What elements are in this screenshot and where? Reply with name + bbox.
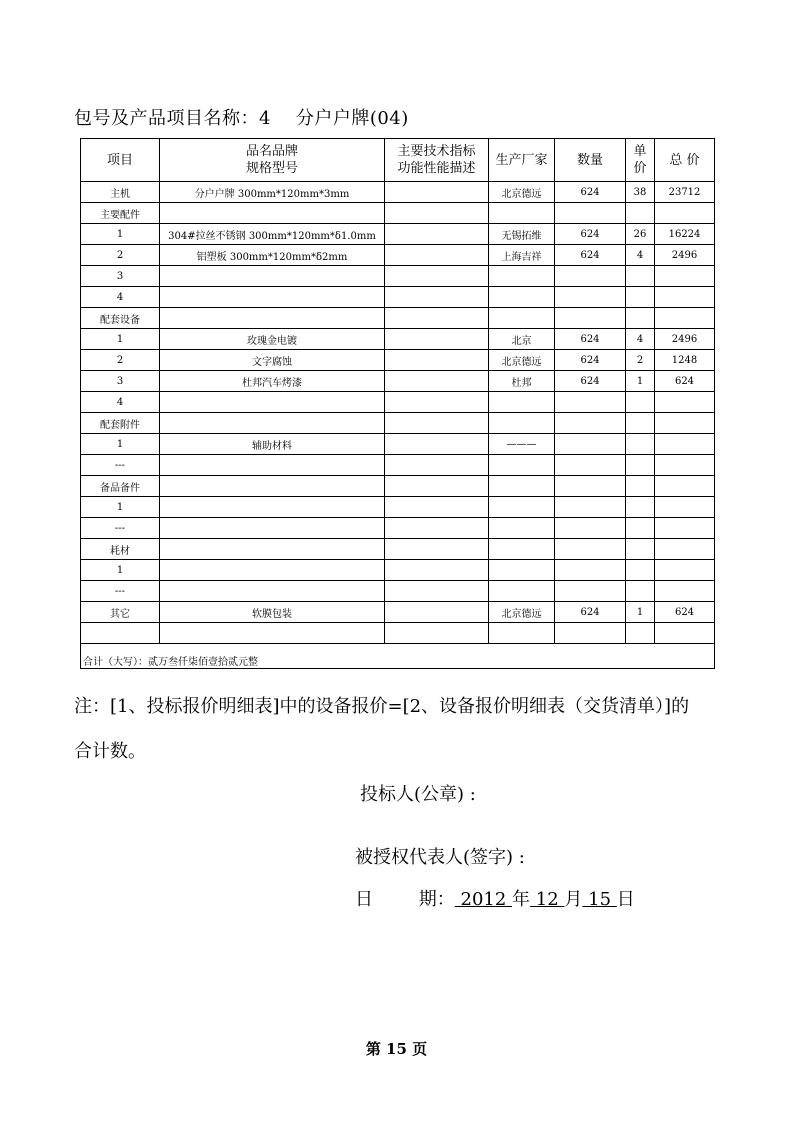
cell-name bbox=[160, 455, 385, 476]
cell-maker: 上海吉祥 bbox=[489, 245, 555, 266]
cell-unit-price bbox=[626, 539, 655, 560]
bidder-seal-label: 投标人(公章) : bbox=[360, 784, 476, 805]
table-row bbox=[81, 455, 715, 476]
cell-name: 铝塑板 300mm*120mm*δ2mm bbox=[160, 245, 385, 266]
cell-qty bbox=[555, 413, 626, 434]
cell-unit-price: 1 bbox=[626, 602, 655, 623]
cell-item: 其它 bbox=[81, 602, 160, 623]
cell-unit-price: 38 bbox=[626, 182, 655, 203]
cell-qty bbox=[555, 623, 626, 644]
cell-qty: 624 bbox=[555, 224, 626, 245]
cell-spec bbox=[385, 497, 489, 518]
cell-spec bbox=[385, 371, 489, 392]
page-heading: 包号及产品项目名称：4 分户户牌(04) bbox=[74, 108, 409, 129]
cell-total-price bbox=[655, 266, 715, 287]
cell-unit-price bbox=[626, 518, 655, 539]
cell-unit-price bbox=[626, 308, 655, 329]
cell-name: 分户户牌 300mm*120mm*3mm bbox=[160, 182, 385, 203]
cell-maker bbox=[489, 518, 555, 539]
cell-unit-price bbox=[626, 287, 655, 308]
cell-name: 杜邦汽车烤漆 bbox=[160, 371, 385, 392]
cell-qty: 624 bbox=[555, 602, 626, 623]
cell-unit-price bbox=[626, 476, 655, 497]
header-brand bbox=[160, 139, 385, 182]
table-row bbox=[81, 581, 715, 602]
cell-qty bbox=[555, 539, 626, 560]
cell-item: 耗材 bbox=[81, 539, 160, 560]
cell-item: 4 bbox=[81, 287, 160, 308]
cell-unit-price bbox=[626, 560, 655, 581]
cell-item: 1 bbox=[81, 329, 160, 350]
cell-name bbox=[160, 581, 385, 602]
cell-item: --- bbox=[81, 581, 160, 602]
cell-name bbox=[160, 287, 385, 308]
cell-qty bbox=[555, 497, 626, 518]
cell-spec bbox=[385, 581, 489, 602]
cell-qty bbox=[555, 455, 626, 476]
cell-maker bbox=[489, 413, 555, 434]
cell-item: 1 bbox=[81, 224, 160, 245]
cell-name: 辅助材料 bbox=[160, 434, 385, 455]
cell-spec bbox=[385, 539, 489, 560]
cell-total-price bbox=[655, 203, 715, 224]
date-year: 2012 bbox=[454, 889, 513, 910]
cell-name bbox=[160, 539, 385, 560]
cell-total-price bbox=[655, 413, 715, 434]
cell-unit-price bbox=[626, 392, 655, 413]
table-row bbox=[81, 413, 715, 434]
cell-qty: 624 bbox=[555, 329, 626, 350]
table-row bbox=[81, 539, 715, 560]
table-row bbox=[81, 308, 715, 329]
cell-qty bbox=[555, 581, 626, 602]
cell-maker: ——— bbox=[489, 434, 555, 455]
cell-qty: 624 bbox=[555, 245, 626, 266]
cell-item: 配套附件 bbox=[81, 413, 160, 434]
cell-spec bbox=[385, 476, 489, 497]
cell-item: 2 bbox=[81, 350, 160, 371]
cell-unit-price: 4 bbox=[626, 245, 655, 266]
cell-maker bbox=[489, 581, 555, 602]
cell-spec bbox=[385, 392, 489, 413]
cell-spec bbox=[385, 413, 489, 434]
cell-spec bbox=[385, 245, 489, 266]
cell-qty bbox=[555, 308, 626, 329]
cell-maker: 北京德远 bbox=[489, 350, 555, 371]
cell-name: 文字腐蚀 bbox=[160, 350, 385, 371]
date-month: 12 bbox=[530, 889, 565, 910]
date-day: 15 bbox=[582, 889, 617, 910]
cell-maker: 无锡拓维 bbox=[489, 224, 555, 245]
table-row bbox=[81, 182, 715, 203]
cell-spec bbox=[385, 287, 489, 308]
cell-item: 主机 bbox=[81, 182, 160, 203]
cell-item: 4 bbox=[81, 392, 160, 413]
cell-qty bbox=[555, 203, 626, 224]
cell-spec bbox=[385, 623, 489, 644]
cell-name: 304#拉丝不锈钢 300mm*120mm*δ1.0mm bbox=[160, 224, 385, 245]
cell-item: 2 bbox=[81, 245, 160, 266]
representative-signature-label: 被授权代表人(签字) : bbox=[355, 847, 525, 868]
cell-total-price bbox=[655, 308, 715, 329]
cell-name bbox=[160, 476, 385, 497]
table-row bbox=[81, 203, 715, 224]
cell-maker: 北京德远 bbox=[489, 602, 555, 623]
cell-qty bbox=[555, 287, 626, 308]
cell-maker: 杜邦 bbox=[489, 371, 555, 392]
cell-unit-price bbox=[626, 455, 655, 476]
cell-name bbox=[160, 392, 385, 413]
cell-total-price bbox=[655, 518, 715, 539]
cell-name bbox=[160, 413, 385, 434]
header-item: 项目 bbox=[81, 139, 160, 182]
note-line2: 合计数。 bbox=[74, 741, 146, 762]
cell-qty bbox=[555, 266, 626, 287]
cell-total-price: 2496 bbox=[655, 329, 715, 350]
cell-qty bbox=[555, 434, 626, 455]
header-total-price: 总 价 bbox=[655, 139, 715, 182]
cell-unit-price bbox=[626, 413, 655, 434]
table-row bbox=[81, 266, 715, 287]
date-year-unit: 年 bbox=[512, 889, 531, 910]
table-row bbox=[81, 224, 715, 245]
cell-total-price: 23712 bbox=[655, 182, 715, 203]
cell-unit-price: 1 bbox=[626, 371, 655, 392]
cell-qty bbox=[555, 476, 626, 497]
cell-spec bbox=[385, 308, 489, 329]
cell-name bbox=[160, 308, 385, 329]
cell-spec bbox=[385, 329, 489, 350]
cell-maker bbox=[489, 392, 555, 413]
cell-spec bbox=[385, 224, 489, 245]
cell-total-price bbox=[655, 434, 715, 455]
cell-unit-price bbox=[626, 434, 655, 455]
cell-maker: 北京德远 bbox=[489, 182, 555, 203]
cell-name: 软膜包装 bbox=[160, 602, 385, 623]
cell-total-price: 16224 bbox=[655, 224, 715, 245]
cell-spec bbox=[385, 350, 489, 371]
cell-qty bbox=[555, 560, 626, 581]
cell-total-price bbox=[655, 287, 715, 308]
cell-name: 玫瑰金电镀 bbox=[160, 329, 385, 350]
cell-maker bbox=[489, 266, 555, 287]
date-label: 日 期： bbox=[355, 889, 455, 910]
cell-spec bbox=[385, 203, 489, 224]
cell-unit-price bbox=[626, 497, 655, 518]
cell-unit-price bbox=[626, 203, 655, 224]
cell-name bbox=[160, 518, 385, 539]
table-row bbox=[81, 287, 715, 308]
cell-total-price bbox=[655, 476, 715, 497]
table-row bbox=[81, 329, 715, 350]
cell-maker: 北京 bbox=[489, 329, 555, 350]
cell-item: 备品备件 bbox=[81, 476, 160, 497]
cell-maker bbox=[489, 455, 555, 476]
cell-maker bbox=[489, 539, 555, 560]
cell-maker bbox=[489, 560, 555, 581]
cell-total-price bbox=[655, 497, 715, 518]
cell-qty: 624 bbox=[555, 371, 626, 392]
cell-spec bbox=[385, 560, 489, 581]
cell-item: --- bbox=[81, 518, 160, 539]
date-month-unit: 月 bbox=[564, 889, 583, 910]
header-maker: 生产厂家 bbox=[489, 139, 555, 182]
cell-total-price: 624 bbox=[655, 602, 715, 623]
cell-spec bbox=[385, 182, 489, 203]
table-row bbox=[81, 518, 715, 539]
cell-total-price bbox=[655, 623, 715, 644]
cell-item: 1 bbox=[81, 497, 160, 518]
cell-total-price bbox=[655, 539, 715, 560]
cell-maker bbox=[489, 287, 555, 308]
cell-unit-price: 4 bbox=[626, 329, 655, 350]
page-number: 第 15 页 bbox=[365, 1040, 428, 1058]
header-tech bbox=[385, 139, 489, 182]
cell-item: --- bbox=[81, 455, 160, 476]
table-row bbox=[81, 350, 715, 371]
note-line1: 注：[1、投标报价明细表]中的设备报价=[2、设备报价明细表（交货清单）]的 bbox=[74, 696, 690, 717]
cell-spec bbox=[385, 518, 489, 539]
cell-name bbox=[160, 203, 385, 224]
cell-item bbox=[81, 623, 160, 644]
cell-spec bbox=[385, 266, 489, 287]
cell-qty: 624 bbox=[555, 350, 626, 371]
header-brand-line2: 规格型号 bbox=[245, 161, 298, 176]
cell-unit-price bbox=[626, 266, 655, 287]
header-tech-line1: 主要技术指标 bbox=[397, 144, 476, 159]
table-row bbox=[81, 476, 715, 497]
cell-unit-price: 26 bbox=[626, 224, 655, 245]
cell-item: 1 bbox=[81, 560, 160, 581]
table-row bbox=[81, 392, 715, 413]
cell-item: 3 bbox=[81, 371, 160, 392]
header-brand-line1: 品名品牌 bbox=[245, 144, 298, 159]
cell-item: 3 bbox=[81, 266, 160, 287]
table-row bbox=[81, 434, 715, 455]
cell-qty bbox=[555, 518, 626, 539]
date-day-unit: 日 bbox=[616, 889, 635, 910]
cell-spec bbox=[385, 434, 489, 455]
total-row bbox=[81, 644, 715, 669]
cell-name bbox=[160, 560, 385, 581]
table-row bbox=[81, 560, 715, 581]
cell-spec bbox=[385, 455, 489, 476]
cell-name bbox=[160, 266, 385, 287]
cell-item: 主要配件 bbox=[81, 203, 160, 224]
cell-qty bbox=[555, 392, 626, 413]
cell-maker bbox=[489, 308, 555, 329]
table-row bbox=[81, 497, 715, 518]
quote-table bbox=[80, 138, 715, 669]
cell-total-price: 624 bbox=[655, 371, 715, 392]
cell-item: 1 bbox=[81, 434, 160, 455]
header-unit-price: 单价 bbox=[626, 139, 655, 182]
cell-total-price bbox=[655, 581, 715, 602]
total-amount-text: 合计（大写）：贰万叁仟柒佰壹拾贰元整 bbox=[81, 644, 715, 669]
cell-maker bbox=[489, 203, 555, 224]
cell-name bbox=[160, 497, 385, 518]
table-row bbox=[81, 245, 715, 266]
table-row bbox=[81, 371, 715, 392]
cell-qty: 624 bbox=[555, 182, 626, 203]
table-row bbox=[81, 602, 715, 623]
cell-maker bbox=[489, 476, 555, 497]
table-row bbox=[81, 623, 715, 644]
cell-unit-price: 2 bbox=[626, 350, 655, 371]
cell-unit-price bbox=[626, 581, 655, 602]
cell-spec bbox=[385, 602, 489, 623]
cell-total-price bbox=[655, 455, 715, 476]
table-body bbox=[81, 182, 715, 644]
cell-total-price bbox=[655, 560, 715, 581]
cell-unit-price bbox=[626, 623, 655, 644]
cell-total-price: 2496 bbox=[655, 245, 715, 266]
table-header-row bbox=[81, 139, 715, 182]
cell-total-price bbox=[655, 392, 715, 413]
header-qty: 数量 bbox=[555, 139, 626, 182]
cell-name bbox=[160, 623, 385, 644]
cell-maker bbox=[489, 497, 555, 518]
header-tech-line2: 功能性能描述 bbox=[397, 161, 476, 176]
cell-total-price: 1248 bbox=[655, 350, 715, 371]
date-line bbox=[355, 885, 635, 911]
cell-item: 配套设备 bbox=[81, 308, 160, 329]
cell-maker bbox=[489, 623, 555, 644]
